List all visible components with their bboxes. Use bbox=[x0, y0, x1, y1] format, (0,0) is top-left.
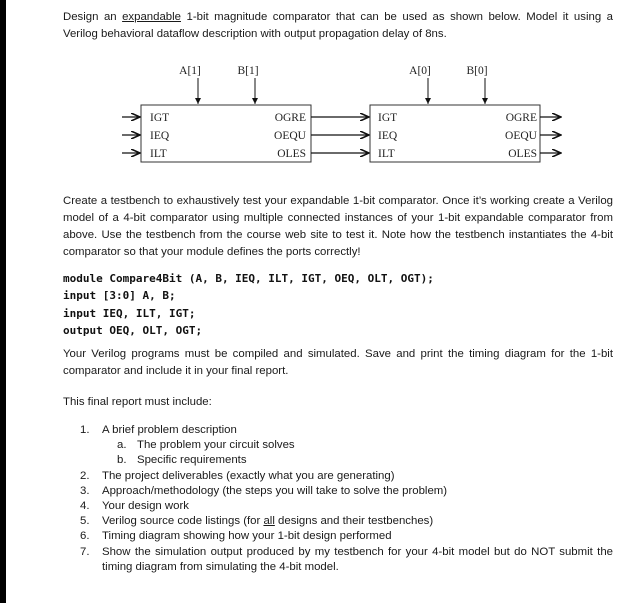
compile-paragraph: Your Verilog programs must be compiled and simulated. Save and print the timing diagram for the 1-bit comparator and include it in your final report. bbox=[63, 348, 613, 377]
verilog-code-block bbox=[63, 270, 434, 339]
port-oequ-1: OEQU bbox=[274, 130, 306, 142]
port-ieq-1: IEQ bbox=[150, 130, 170, 142]
list-number: 5. bbox=[80, 515, 90, 528]
list-number: 2. bbox=[80, 469, 90, 482]
list-item bbox=[80, 484, 613, 499]
sub-list-item bbox=[80, 438, 613, 453]
port-oequ-0: OEQU bbox=[505, 130, 537, 142]
list-number: 1. bbox=[80, 424, 90, 436]
port-ilt-1: ILT bbox=[150, 148, 167, 160]
label-b0: B[0] bbox=[466, 65, 488, 77]
list-text: Approach/methodology (the steps you will take to solve the problem) bbox=[102, 484, 448, 497]
intro-text-end: 1-bit magnitude comparator that can be used as shown below. Model it using a Verilog behavioral dataflow description with output propagation delay of 8ns. bbox=[63, 11, 613, 40]
port-ilt-0: ILT bbox=[378, 148, 395, 160]
sub-list-letter: b. bbox=[117, 454, 127, 467]
intro-underlined-word: expandable bbox=[122, 11, 181, 23]
list-number: 6. bbox=[80, 530, 90, 543]
list-item bbox=[80, 545, 613, 575]
port-ogre-1: OGRE bbox=[274, 112, 306, 124]
testbench-paragraph: Create a testbench to exhaustively test your expandable 1-bit comparator. Once it’s working create a Verilog model of a 4-bit comparator using multiple connected instances of your 1-bit expandable comparator from above. Use the testbench from the course web site to test it. Note how the testbench instantiates the 4-bit comparator so that your module defines the ports correctly! bbox=[63, 195, 613, 258]
port-oles-1: OLES bbox=[277, 148, 306, 160]
list-text: Show the simulation output produced by my testbench for your 4-bit model but do NOT submit the timing diagram from simulating the 4-bit model. bbox=[102, 545, 613, 573]
list-text: The project deliverables (exactly what you are generating) bbox=[102, 469, 395, 482]
arrowhead-b0 bbox=[482, 98, 488, 104]
list-item bbox=[80, 529, 613, 544]
label-a0: A[0] bbox=[409, 65, 431, 77]
list-underlined-word: all bbox=[263, 515, 275, 528]
list-number: 7. bbox=[80, 545, 90, 558]
label-b1: B[1] bbox=[237, 65, 259, 77]
list-item bbox=[80, 423, 613, 438]
list-text: A brief problem description bbox=[102, 424, 237, 436]
sub-list-text: Specific requirements bbox=[137, 454, 247, 467]
list-number: 4. bbox=[80, 500, 90, 513]
comparator-block-1 bbox=[122, 65, 311, 162]
list-item bbox=[80, 469, 613, 484]
code-line: output OEQ, OLT, OGT; bbox=[63, 323, 203, 337]
comparator-block-0 bbox=[370, 65, 561, 162]
sub-list-text: The problem your circuit solves bbox=[137, 439, 295, 452]
arrowhead-b1 bbox=[252, 98, 258, 104]
list-text: Verilog source code listings (for bbox=[102, 515, 264, 528]
code-line: input [3:0] A, B; bbox=[63, 289, 176, 303]
sub-list-letter: a. bbox=[117, 439, 127, 452]
report-requirements-list bbox=[80, 423, 613, 575]
code-line: module Compare4Bit (A, B, IEQ, ILT, IGT, OEQ, OLT, OGT); bbox=[63, 272, 434, 285]
port-ieq-0: IEQ bbox=[378, 130, 398, 142]
label-a1: A[1] bbox=[179, 65, 201, 77]
list-text: Timing diagram showing how your 1-bit design performed bbox=[102, 530, 392, 543]
port-ogre-0: OGRE bbox=[505, 112, 537, 124]
comparator-block-diagram bbox=[0, 55, 640, 175]
list-item bbox=[80, 514, 613, 529]
port-igt-1: IGT bbox=[150, 112, 170, 124]
intro-text-start: Design an bbox=[63, 11, 123, 23]
port-oles-0: OLES bbox=[508, 148, 537, 160]
list-text: designs and their testbenches) bbox=[274, 515, 434, 528]
intro-paragraph bbox=[63, 9, 613, 43]
port-igt-0: IGT bbox=[378, 112, 398, 124]
arrowhead-a1 bbox=[195, 98, 201, 104]
arrowhead-a0 bbox=[425, 98, 431, 104]
list-text: Your design work bbox=[102, 500, 189, 513]
list-item bbox=[80, 499, 613, 514]
report-heading: This final report must include: bbox=[63, 396, 212, 408]
list-number: 3. bbox=[80, 484, 90, 497]
sub-list-item bbox=[80, 453, 613, 468]
code-line: input IEQ, ILT, IGT; bbox=[63, 306, 196, 320]
